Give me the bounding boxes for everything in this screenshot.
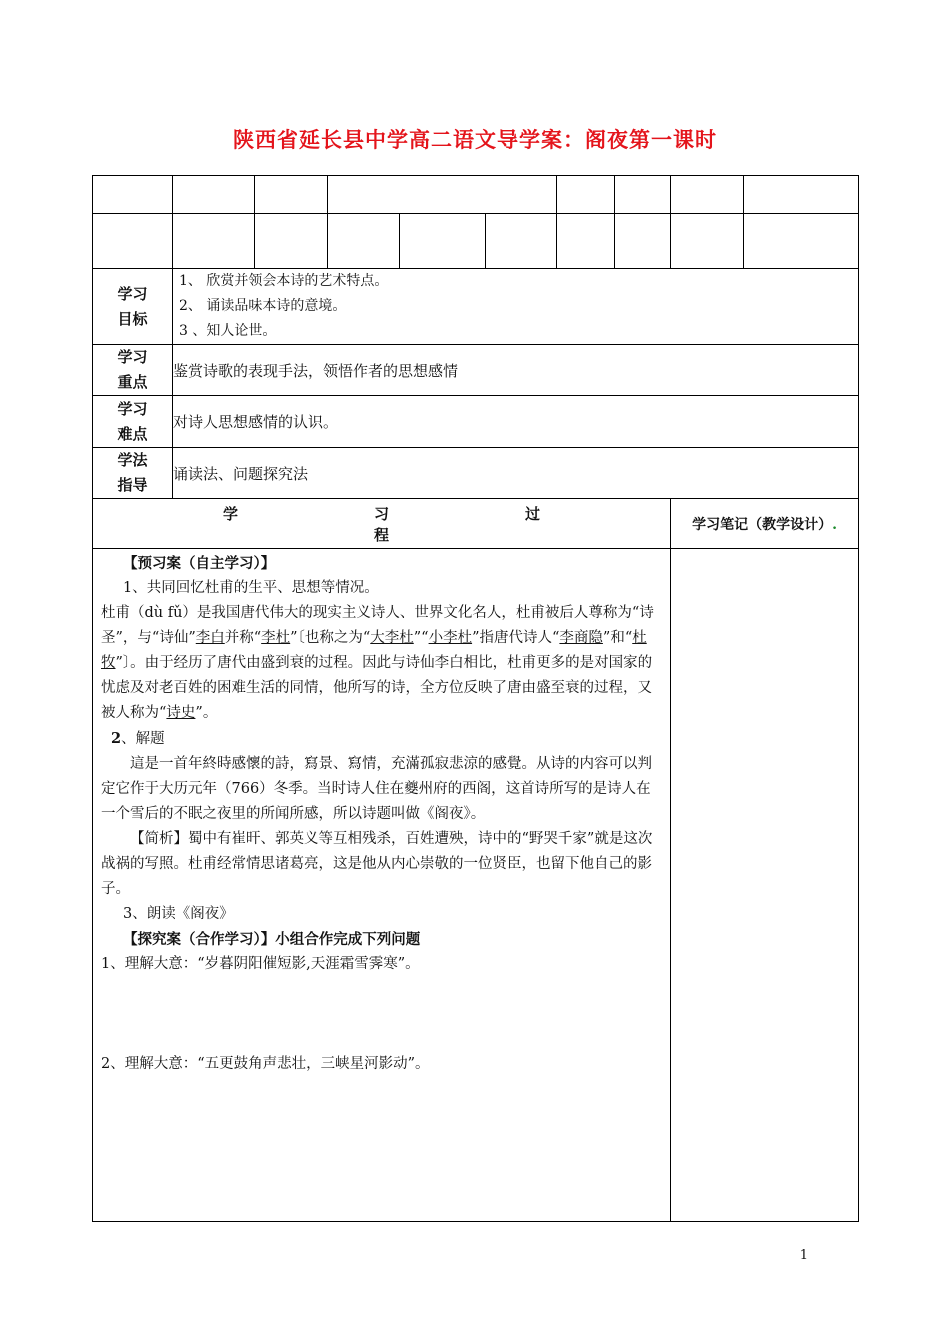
empty-cell xyxy=(486,214,557,269)
empty-cell xyxy=(744,214,859,269)
goal-item: 3 、知人论世。 xyxy=(179,323,277,339)
question-1: 1、理解大意：“岁暮阴阳催短影,天涯霜雪霁寒”。 xyxy=(101,956,420,972)
difficulty-row xyxy=(93,396,859,448)
focus-text: 鉴赏诗歌的表现手法，领悟作者的思想感情 xyxy=(173,345,859,396)
process-content xyxy=(93,549,671,1222)
difficulty-label: 学习 难点 xyxy=(93,396,173,448)
goal-item: 1、 欣赏并领会本诗的艺术特点。 xyxy=(179,273,389,289)
empty-cell xyxy=(173,214,255,269)
empty-cell xyxy=(328,176,557,214)
notes-header: 学习笔记（教学设计）. xyxy=(671,499,859,549)
empty-cell xyxy=(557,176,615,214)
da-li-du-link[interactable]: 大李杜 xyxy=(370,630,414,646)
jianxi-paragraph: 【简析】蜀中有崔旰、郭英义等互相残杀，百姓遭殃，诗中的“野哭千家”就是这次战祸的写照。杜甫经常情思诸葛亮，这是他从内心崇敬的一位贤臣，也留下他自己的影子。 xyxy=(101,831,653,897)
method-text: 诵读法、问题探究法 xyxy=(173,448,859,499)
header-row-1 xyxy=(93,176,859,214)
empty-cell xyxy=(93,176,173,214)
empty-cell xyxy=(615,176,671,214)
item-2: 2、解题 xyxy=(111,730,165,747)
goal-item: 2、 诵读品味本诗的意境。 xyxy=(179,298,347,314)
shi-shi-link[interactable]: 诗史 xyxy=(166,705,196,721)
empty-cell xyxy=(93,214,173,269)
empty-cell xyxy=(255,214,328,269)
focus-row xyxy=(93,345,859,396)
li-bai-link[interactable]: 李白 xyxy=(195,630,225,646)
process-header: 学 习 过程 xyxy=(93,499,671,549)
empty-cell xyxy=(744,176,859,214)
jieti-paragraph: 這是一首年終時感懷的詩，寫景、寫情，充滿孤寂悲涼的感覺。从诗的内容可以判定它作于大历元年（766）冬季。当时诗人住在夔州府的西阁，这首诗所写的是诗人在一个雪后的不眠之夜里的所闻所感，所以诗题叫做《阁夜》。 xyxy=(101,756,652,822)
question-2: 2、理解大意：“五更鼓角声悲壮，三峡星河影动”。 xyxy=(101,1056,430,1072)
page-number: 1 xyxy=(799,1248,808,1263)
li-du-link[interactable]: 李杜 xyxy=(261,630,291,646)
empty-cell xyxy=(671,176,744,214)
empty-cell xyxy=(328,214,400,269)
header-row-2 xyxy=(93,214,859,269)
goals-cell xyxy=(173,269,859,345)
du-mu-link[interactable]: 杜牧 xyxy=(101,630,647,671)
xiao-li-du-link[interactable]: 小李杜 xyxy=(428,630,473,646)
empty-cell xyxy=(173,176,255,214)
goals-row xyxy=(93,269,859,345)
page-title: 陕西省延长县中学高二语文导学案：阁夜第一课时 xyxy=(233,127,717,152)
empty-cell xyxy=(400,214,486,269)
process-body-row xyxy=(93,549,859,1222)
item-1: 1、共同回忆杜甫的生平、思想等情况。 xyxy=(123,580,379,596)
explore-heading: 【探究案（合作学习）】小组合作完成下列问题 xyxy=(123,931,421,948)
empty-cell xyxy=(671,214,744,269)
li-shangyin-link[interactable]: 李商隐 xyxy=(559,630,603,646)
empty-cell xyxy=(557,214,615,269)
method-label: 学法 指导 xyxy=(93,448,173,499)
answer-space xyxy=(101,977,664,1052)
difficulty-text: 对诗人思想感情的认识。 xyxy=(173,396,859,448)
biography-paragraph: 杜甫（dù fǔ）是我国唐代伟大的现实主义诗人、世界文化名人，杜甫被后人尊称为“诗圣”，与“诗仙”李白并称“李杜”〔也称之为“大李杜”“小李杜”指唐代诗人“李商隐”和“杜牧”〕。由于经历了唐代由盛到衰的过程。因此与诗仙李白相比，杜甫更多的是对国家的忧虑及对老百姓的困难生活的同情，他所写的诗，全方位反映了唐由盛至衰的过程，又被人称为“诗史”。 xyxy=(101,605,654,721)
goals-label: 学习 目标 xyxy=(93,269,173,345)
empty-cell xyxy=(255,176,328,214)
focus-label: 学习 重点 xyxy=(93,345,173,396)
item-3: 3、朗读《阁夜》 xyxy=(123,906,234,922)
lesson-plan-table xyxy=(92,175,859,1222)
method-row xyxy=(93,448,859,499)
empty-cell xyxy=(615,214,671,269)
preview-heading: 【预习案（自主学习）】 xyxy=(123,555,276,572)
process-header-row xyxy=(93,499,859,549)
notes-area[interactable] xyxy=(671,549,859,1222)
